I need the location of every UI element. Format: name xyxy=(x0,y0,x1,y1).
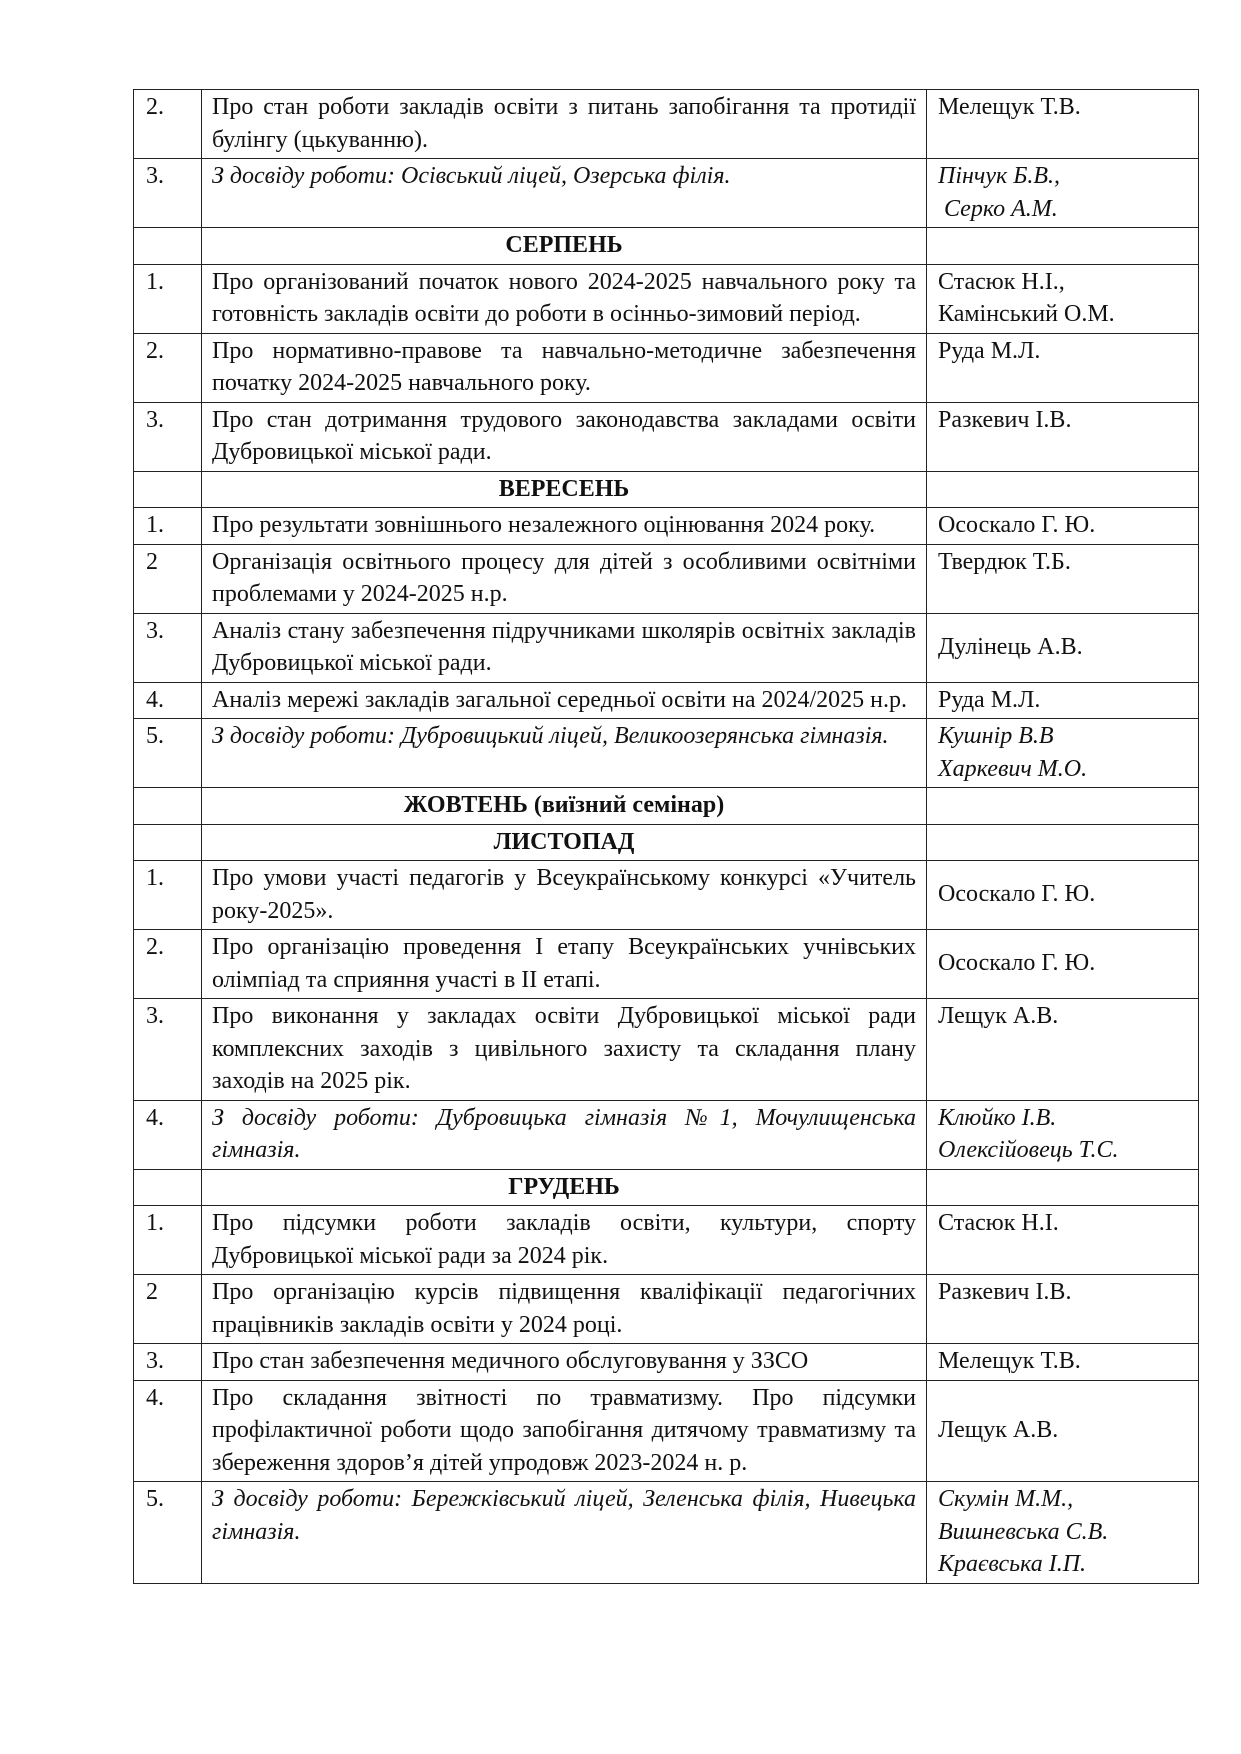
month-header-row xyxy=(134,228,1199,265)
item-number: 4. xyxy=(134,682,202,719)
responsible-persons xyxy=(927,508,1199,545)
item-number xyxy=(134,228,202,265)
responsible-person: Кушнір В.В xyxy=(938,723,1054,749)
responsible-persons xyxy=(927,1206,1199,1275)
item-number: 2. xyxy=(134,930,202,999)
plan-item-row xyxy=(134,1482,1199,1584)
item-number: 2. xyxy=(134,90,202,159)
responsible-person: Лещук А.В. xyxy=(938,1417,1059,1443)
item-topic: Про організований початок нового 2024-2025 навчального року та готовність закладів освіти до роботи в осінньо-зимовий період. xyxy=(202,264,927,333)
plan-table xyxy=(133,89,1199,1584)
item-number: 1. xyxy=(134,508,202,545)
responsible-persons xyxy=(927,333,1199,402)
item-number: 3. xyxy=(134,999,202,1101)
responsible-person: Лещук А.В. xyxy=(938,1003,1059,1029)
item-number xyxy=(134,824,202,861)
responsible-persons xyxy=(927,930,1199,999)
responsible-persons xyxy=(927,228,1199,265)
responsible-person: Разкевич І.В. xyxy=(938,1279,1072,1305)
responsible-persons xyxy=(927,90,1199,159)
item-number xyxy=(134,471,202,508)
responsible-person: Ососкало Г. Ю. xyxy=(938,881,1096,908)
item-topic: Аналіз мережі закладів загальної середньої освіти на 2024/2025 н.р. xyxy=(202,682,927,719)
plan-item-row xyxy=(134,1344,1199,1381)
item-number: 1. xyxy=(134,264,202,333)
month-header-row xyxy=(134,471,1199,508)
responsible-person: Скумін М.М., xyxy=(938,1486,1074,1512)
item-topic: Про результати зовнішнього незалежного оцінювання 2024 року. xyxy=(202,508,927,545)
responsible-person: Мелещук Т.В. xyxy=(938,1348,1081,1374)
month-header-row xyxy=(134,788,1199,825)
responsible-persons xyxy=(927,1100,1199,1169)
month-title: ГРУДЕНЬ xyxy=(202,1169,927,1206)
responsible-person: Харкевич М.О. xyxy=(938,755,1088,782)
responsible-persons xyxy=(927,402,1199,471)
responsible-person: Мелещук Т.В. xyxy=(938,94,1081,120)
responsible-persons xyxy=(927,264,1199,333)
responsible-persons xyxy=(927,471,1199,508)
item-number: 2. xyxy=(134,333,202,402)
plan-item-row xyxy=(134,159,1199,228)
item-number: 3. xyxy=(134,1344,202,1381)
responsible-persons xyxy=(927,1344,1199,1381)
item-number: 2 xyxy=(134,1275,202,1344)
responsible-person: Разкевич І.В. xyxy=(938,406,1072,433)
item-topic: Про підсумки роботи закладів освіти, культури, спорту Дубровицької міської ради за 2024 рік. xyxy=(202,1206,927,1275)
item-number: 4. xyxy=(134,1100,202,1169)
month-header-row xyxy=(134,1169,1199,1206)
plan-item-row xyxy=(134,999,1199,1101)
plan-item-row xyxy=(134,613,1199,682)
item-topic: Про стан дотримання трудового законодавства закладами освіти Дубровицької міської ради. xyxy=(202,402,927,471)
plan-item-row xyxy=(134,1206,1199,1275)
responsible-persons xyxy=(927,1380,1199,1482)
item-number: 1. xyxy=(134,1206,202,1275)
responsible-person: Руда М.Л. xyxy=(938,686,1041,713)
month-title: ЛИСТОПАД xyxy=(202,824,927,861)
item-topic: Про складання звітності по травматизму. Про підсумки профілактичної роботи щодо запобігання дитячому травматизму та збереження здоровʼя дітей упродовж 2023-2024 н. р. xyxy=(202,1380,927,1482)
plan-item-row xyxy=(134,264,1199,333)
item-number: 1. xyxy=(134,861,202,930)
plan-item-row xyxy=(134,1100,1199,1169)
responsible-persons xyxy=(927,824,1199,861)
plan-table-body xyxy=(134,90,1199,1584)
responsible-person: Стасюк Н.І. xyxy=(938,1210,1059,1236)
responsible-person: Олексійовець Т.С. xyxy=(938,1137,1119,1163)
plan-item-row xyxy=(134,90,1199,159)
plan-item-row xyxy=(134,508,1199,545)
responsible-persons xyxy=(927,861,1199,930)
responsible-person: Ососкало Г. Ю. xyxy=(938,950,1096,977)
plan-item-row xyxy=(134,333,1199,402)
item-number: 5. xyxy=(134,1482,202,1584)
responsible-person: Вишневська С.В. xyxy=(938,1518,1109,1545)
item-topic: Аналіз стану забезпечення підручниками школярів освітніх закладів Дубровицької міської ради. xyxy=(202,613,927,682)
plan-item-row xyxy=(134,682,1199,719)
responsible-person: Пінчук Б.В., xyxy=(938,163,1061,189)
responsible-person: Ососкало Г. Ю. xyxy=(938,512,1096,538)
responsible-persons xyxy=(927,1275,1199,1344)
plan-item-row xyxy=(134,861,1199,930)
month-header-row xyxy=(134,824,1199,861)
responsible-person: Твердюк Т.Б. xyxy=(938,548,1071,575)
responsible-person: Камінський О.М. xyxy=(938,301,1115,327)
plan-item-row xyxy=(134,930,1199,999)
responsible-person: Серко А.М. xyxy=(938,195,1058,222)
responsible-persons xyxy=(927,613,1199,682)
item-topic: З досвіду роботи: Дубровицький ліцей, Великоозерянська гімназія. xyxy=(202,719,927,788)
item-topic: Про організацію курсів підвищення кваліфікації педагогічних працівників закладів освіти у 2024 році. xyxy=(202,1275,927,1344)
plan-item-row xyxy=(134,1275,1199,1344)
item-topic: Про умови участі педагогів у Всеукраїнському конкурсі «Учитель року-2025». xyxy=(202,861,927,930)
item-number: 4. xyxy=(134,1380,202,1482)
item-number: 5. xyxy=(134,719,202,788)
responsible-persons xyxy=(927,544,1199,613)
item-number: 3. xyxy=(134,402,202,471)
responsible-persons xyxy=(927,719,1199,788)
responsible-persons xyxy=(927,788,1199,825)
responsible-person: Стасюк Н.І., xyxy=(938,268,1065,295)
responsible-persons xyxy=(927,999,1199,1101)
item-number xyxy=(134,1169,202,1206)
item-topic: Про стан роботи закладів освіти з питань запобігання та протидії булінгу (цькуванню). xyxy=(202,90,927,159)
responsible-person: Руда М.Л. xyxy=(938,337,1041,364)
item-topic: З досвіду роботи: Бережківський ліцей, Зеленська філія, Нивецька гімназія. xyxy=(202,1482,927,1584)
responsible-persons xyxy=(927,159,1199,228)
plan-item-row xyxy=(134,719,1199,788)
item-number: 3. xyxy=(134,159,202,228)
month-title: ВЕРЕСЕНЬ xyxy=(202,471,927,508)
responsible-persons xyxy=(927,1482,1199,1584)
responsible-persons xyxy=(927,682,1199,719)
month-title: ЖОВТЕНЬ (виїзний семінар) xyxy=(202,788,927,825)
item-topic: Про організацію проведення І етапу Всеукраїнських учнівських олімпіад та сприяння участі в ІІ етапі. xyxy=(202,930,927,999)
plan-item-row xyxy=(134,1380,1199,1482)
item-number: 2 xyxy=(134,544,202,613)
item-number xyxy=(134,788,202,825)
month-title: СЕРПЕНЬ xyxy=(202,228,927,265)
item-topic: Про нормативно-правове та навчально-методичне забезпечення початку 2024-2025 навчального року. xyxy=(202,333,927,402)
plan-item-row xyxy=(134,402,1199,471)
responsible-persons xyxy=(927,1169,1199,1206)
item-topic: Організація освітнього процесу для дітей з особливими освітніми проблемами у 2024-2025 н.р. xyxy=(202,544,927,613)
item-topic: З досвіду роботи: Осівський ліцей, Озерська філія. xyxy=(202,159,927,228)
responsible-person: Краєвська І.П. xyxy=(938,1551,1087,1577)
plan-item-row xyxy=(134,544,1199,613)
responsible-person: Дулінець А.В. xyxy=(938,633,1083,660)
responsible-person: Клюйко І.В. xyxy=(938,1104,1057,1131)
item-topic: Про стан забезпечення медичного обслуговування у ЗЗСО xyxy=(202,1344,927,1381)
item-number: 3. xyxy=(134,613,202,682)
item-topic: З досвіду роботи: Дубровицька гімназія №1, Мочулищенська гімназія. xyxy=(202,1100,927,1169)
item-topic: Про виконання у закладах освіти Дубровицької міської ради комплексних заходів з цивільного захисту та складання плану заходів на 2025 рік. xyxy=(202,999,927,1101)
